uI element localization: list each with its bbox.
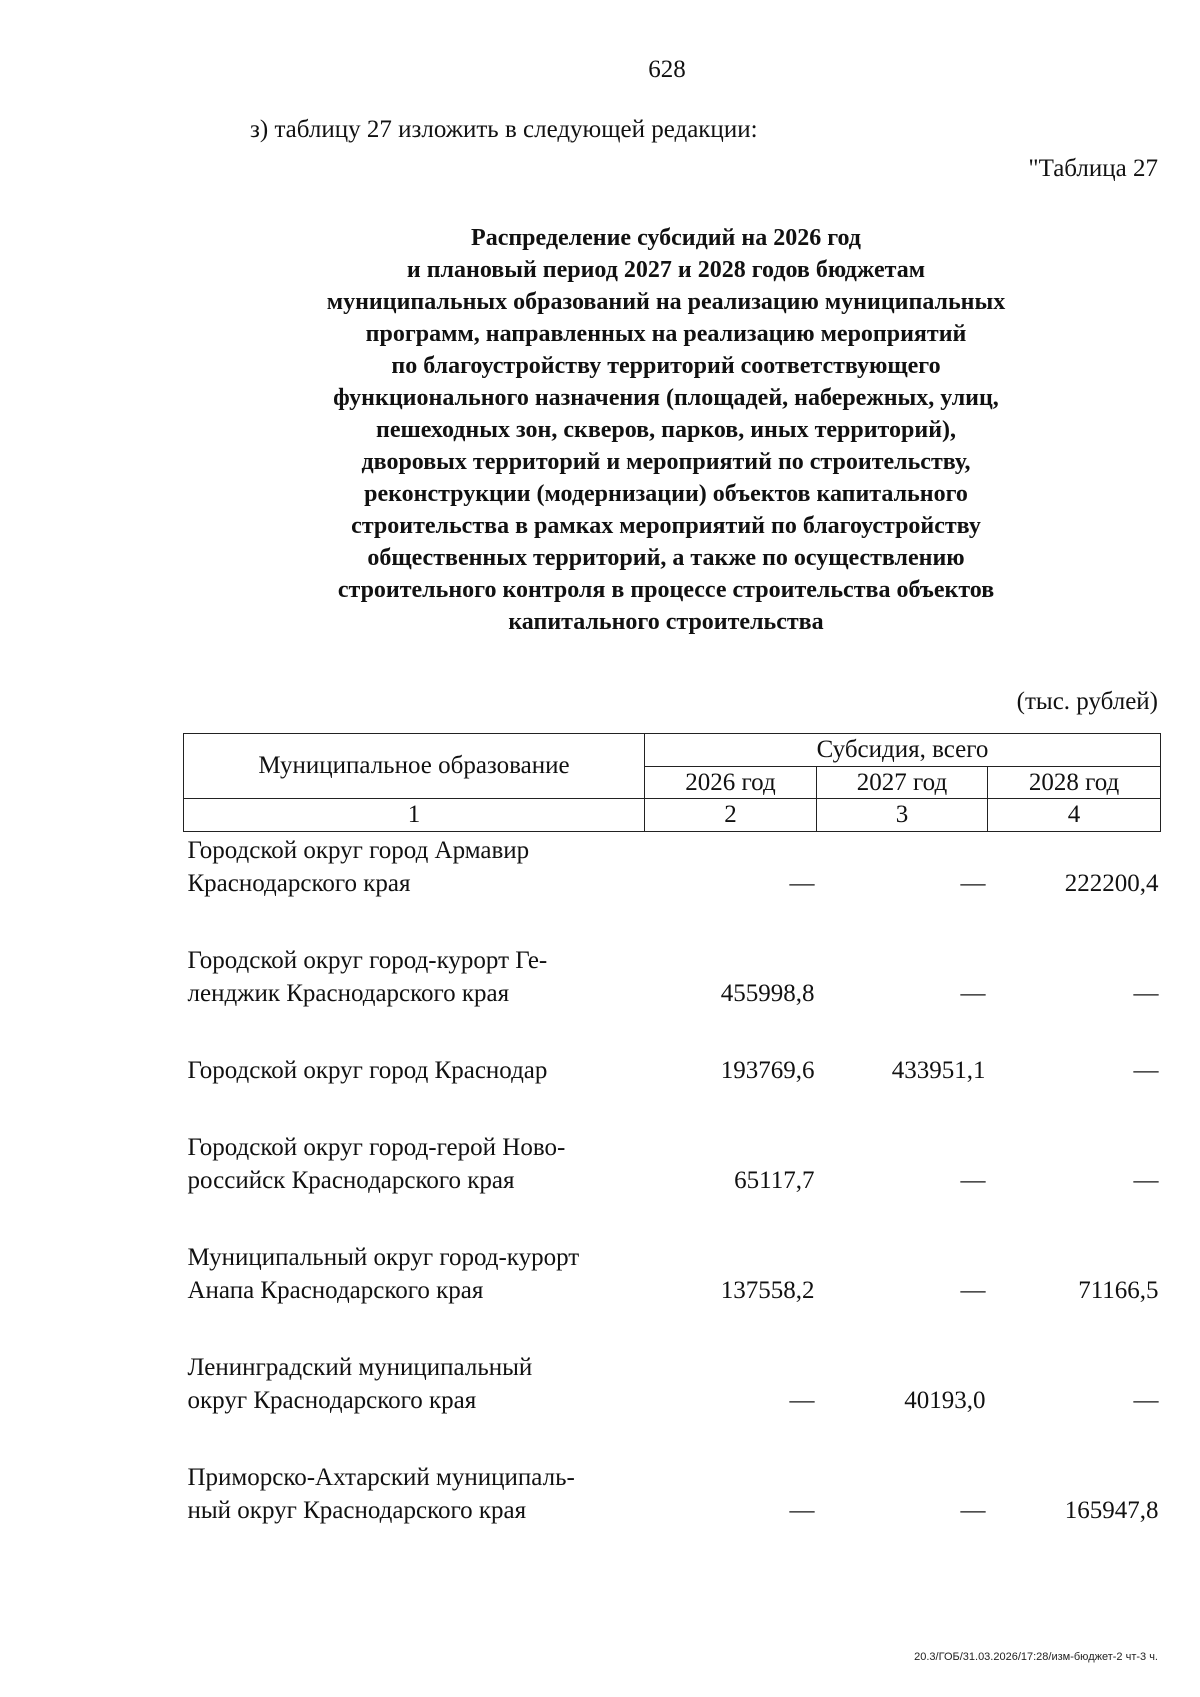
name-line: российск Краснодарского края [187, 1167, 515, 1194]
header-municipality: Муниципальное образование [184, 734, 645, 799]
name-line: ный округ Краснодарского края [187, 1497, 527, 1524]
value-2026: — [789, 870, 815, 897]
title-line: капитального строительства [508, 609, 824, 635]
title-line: программ, направленных на реализацию мероприятий [365, 321, 967, 347]
municipality-name [184, 1241, 645, 1351]
municipality-name [184, 1351, 645, 1461]
value-2028: — [1133, 1057, 1159, 1084]
value-2026: — [789, 1387, 815, 1414]
value-2027: — [960, 980, 986, 1007]
header-year-2028: 2028 год [988, 766, 1161, 799]
name-line: Городской округ город Краснодар [187, 1057, 548, 1084]
name-line: Ленинградский муниципальный [187, 1354, 533, 1381]
name-line: Городской округ город-герой Ново- [187, 1134, 566, 1161]
title-line: общественных территорий, а также по осуществлению [367, 545, 965, 571]
value-2026: 455998,8 [720, 980, 815, 1007]
title-line: муниципальных образований на реализацию муниципальных [326, 289, 1006, 315]
value-2028: — [1133, 980, 1159, 1007]
header-subsidy-total: Субсидия, всего [645, 734, 1161, 767]
document-code: 20.3/ГОБ/31.03.2026/17:28/изм-бюджет-2 чт-3 ч. [914, 1651, 1158, 1663]
column-number: 3 [817, 799, 988, 832]
value-2026: 193769,6 [720, 1057, 815, 1084]
value-2028: — [1133, 1167, 1159, 1194]
column-number: 4 [988, 799, 1161, 832]
title-line: дворовых территорий и мероприятий по строительству, [361, 449, 971, 475]
name-line: Городской округ город-курорт Ге- [187, 947, 548, 974]
table-caption: "Таблица 27 [1028, 155, 1158, 182]
table-row [184, 1131, 1161, 1241]
municipality-name [184, 1054, 645, 1131]
title-line: строительства в рамках мероприятий по благоустройству [351, 513, 981, 539]
title-line: реконструкции (модернизации) объектов капитального [364, 481, 968, 507]
name-line: Анапа Краснодарского края [187, 1277, 484, 1304]
header-year-2026: 2026 год [645, 766, 817, 799]
name-line: Муниципальный округ город-курорт [187, 1244, 580, 1271]
table-row [184, 1461, 1161, 1527]
value-2027: — [960, 870, 986, 897]
value-2027: — [960, 1497, 986, 1524]
title-line: пешеходных зон, скверов, парков, иных территорий), [375, 417, 957, 443]
document-title [240, 222, 1092, 638]
name-line: Краснодарского края [187, 870, 411, 897]
column-number: 2 [645, 799, 817, 832]
title-line: по благоустройству территорий соответствующего [391, 353, 941, 379]
value-2028: 165947,8 [1064, 1497, 1159, 1524]
header-year-2027: 2027 год [817, 766, 988, 799]
table-row [184, 944, 1161, 1054]
table-row [184, 1351, 1161, 1461]
amendment-instruction: з) таблицу 27 изложить в следующей редакции: [250, 116, 758, 143]
value-2026: 65117,7 [734, 1167, 815, 1194]
value-2026: 137558,2 [720, 1277, 815, 1304]
value-2027: 433951,1 [891, 1057, 986, 1084]
municipality-name [184, 1131, 645, 1241]
value-2027: — [960, 1277, 986, 1304]
name-line: округ Краснодарского края [187, 1387, 477, 1414]
column-number: 1 [184, 799, 645, 832]
name-line: Городской округ город Армавир [187, 837, 530, 864]
subsidy-table [183, 733, 1161, 1527]
municipality-name [184, 1461, 645, 1527]
municipality-name [184, 832, 645, 945]
title-line: функционального назначения (площадей, набережных, улиц, [333, 385, 999, 411]
table-row [184, 832, 1161, 945]
name-line: Приморско-Ахтарский муниципаль- [187, 1464, 575, 1491]
value-2026: — [789, 1497, 815, 1524]
municipality-name [184, 944, 645, 1054]
name-line: ленджик Краснодарского края [187, 980, 510, 1007]
page-number: 628 [648, 56, 686, 83]
value-2028: 222200,4 [1064, 870, 1159, 897]
table-row [184, 1241, 1161, 1351]
title-line: и плановый период 2027 и 2028 годов бюджетам [406, 257, 926, 283]
table-row [184, 1054, 1161, 1131]
value-2028: 71166,5 [1078, 1277, 1159, 1304]
title-line: строительного контроля в процессе строительства объектов [337, 577, 995, 603]
value-2027: — [960, 1167, 986, 1194]
title-line: Распределение субсидий на 2026 год [471, 225, 861, 251]
value-2028: — [1133, 1387, 1159, 1414]
units-label: (тыс. рублей) [1016, 688, 1158, 715]
value-2027: 40193,0 [904, 1387, 986, 1414]
